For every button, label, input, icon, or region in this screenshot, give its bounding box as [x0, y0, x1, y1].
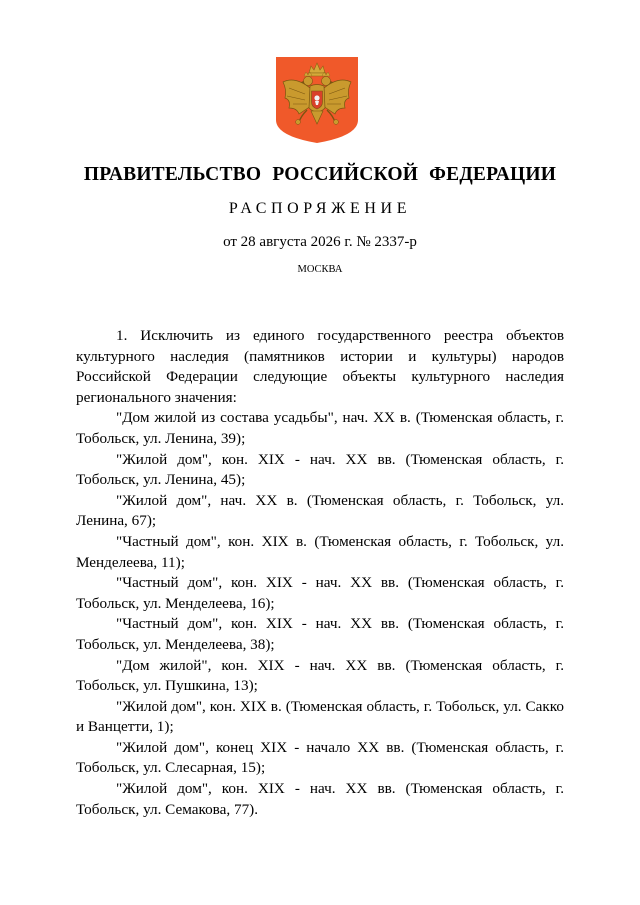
- government-title: ПРАВИТЕЛЬСТВО РОССИЙСКОЙ ФЕДЕРАЦИИ: [83, 164, 557, 185]
- document-type: РАСПОРЯЖЕНИЕ: [228, 200, 412, 217]
- coat-of-arms-icon: [275, 56, 359, 144]
- list-item: "Частный дом", кон. XIX - нач. XX вв. (Тюменская область, г. Тобольск, ул. Менделеева, 16);: [76, 574, 564, 612]
- list-item: "Жилой дом", нач. XX в. (Тюменская область, г. Тобольск, ул. Ленина, 67);: [76, 491, 564, 530]
- document-city: МОСКВА: [297, 264, 343, 275]
- list-item: "Жилой дом", кон. XIX - нач. XX вв. (Тюменская область, г. Тобольск, ул. Ленина, 45);: [76, 450, 564, 489]
- list-item: "Жилой дом", кон. XIX - нач. XX вв. (Тюменская область, г. Тобольск, ул. Семакова, 77).: [76, 780, 564, 818]
- document-body: [76, 326, 564, 820]
- list-item: "Жилой дом", конец XIX - начало XX вв. (Тюменская область, г. Тобольск, ул. Слесарная, 15);: [76, 738, 564, 777]
- document-dateline: от 28 августа 2026 г. № 2337-р: [223, 234, 417, 250]
- list-item: "Частный дом", кон. XIX - нач. XX вв. (Тюменская область, г. Тобольск, ул. Менделеева, 38);: [76, 615, 564, 653]
- list-item: "Жилой дом", кон. XIX в. (Тюменская область, г. Тобольск, ул. Сакко и Ванцетти, 1);: [76, 697, 564, 736]
- list-item: "Дом жилой", кон. XIX - нач. XX вв. (Тюменская область, г. Тобольск, ул. Пушкина, 13);: [76, 656, 564, 695]
- list-item: "Частный дом", кон. XIX в. (Тюменская область, г. Тобольск, ул. Менделеева, 11);: [76, 532, 564, 571]
- list-item: "Дом жилой из состава усадьбы", нач. XX в. (Тюменская область, г. Тобольск, ул. Ленина, 39);: [76, 409, 564, 447]
- intro-paragraph: 1. Исключить из единого государственного реестра объектов культурного наследия (памятников истории и культуры) народов Российской Федерации следующие объекты культурного наследия регионального значения:: [76, 327, 564, 406]
